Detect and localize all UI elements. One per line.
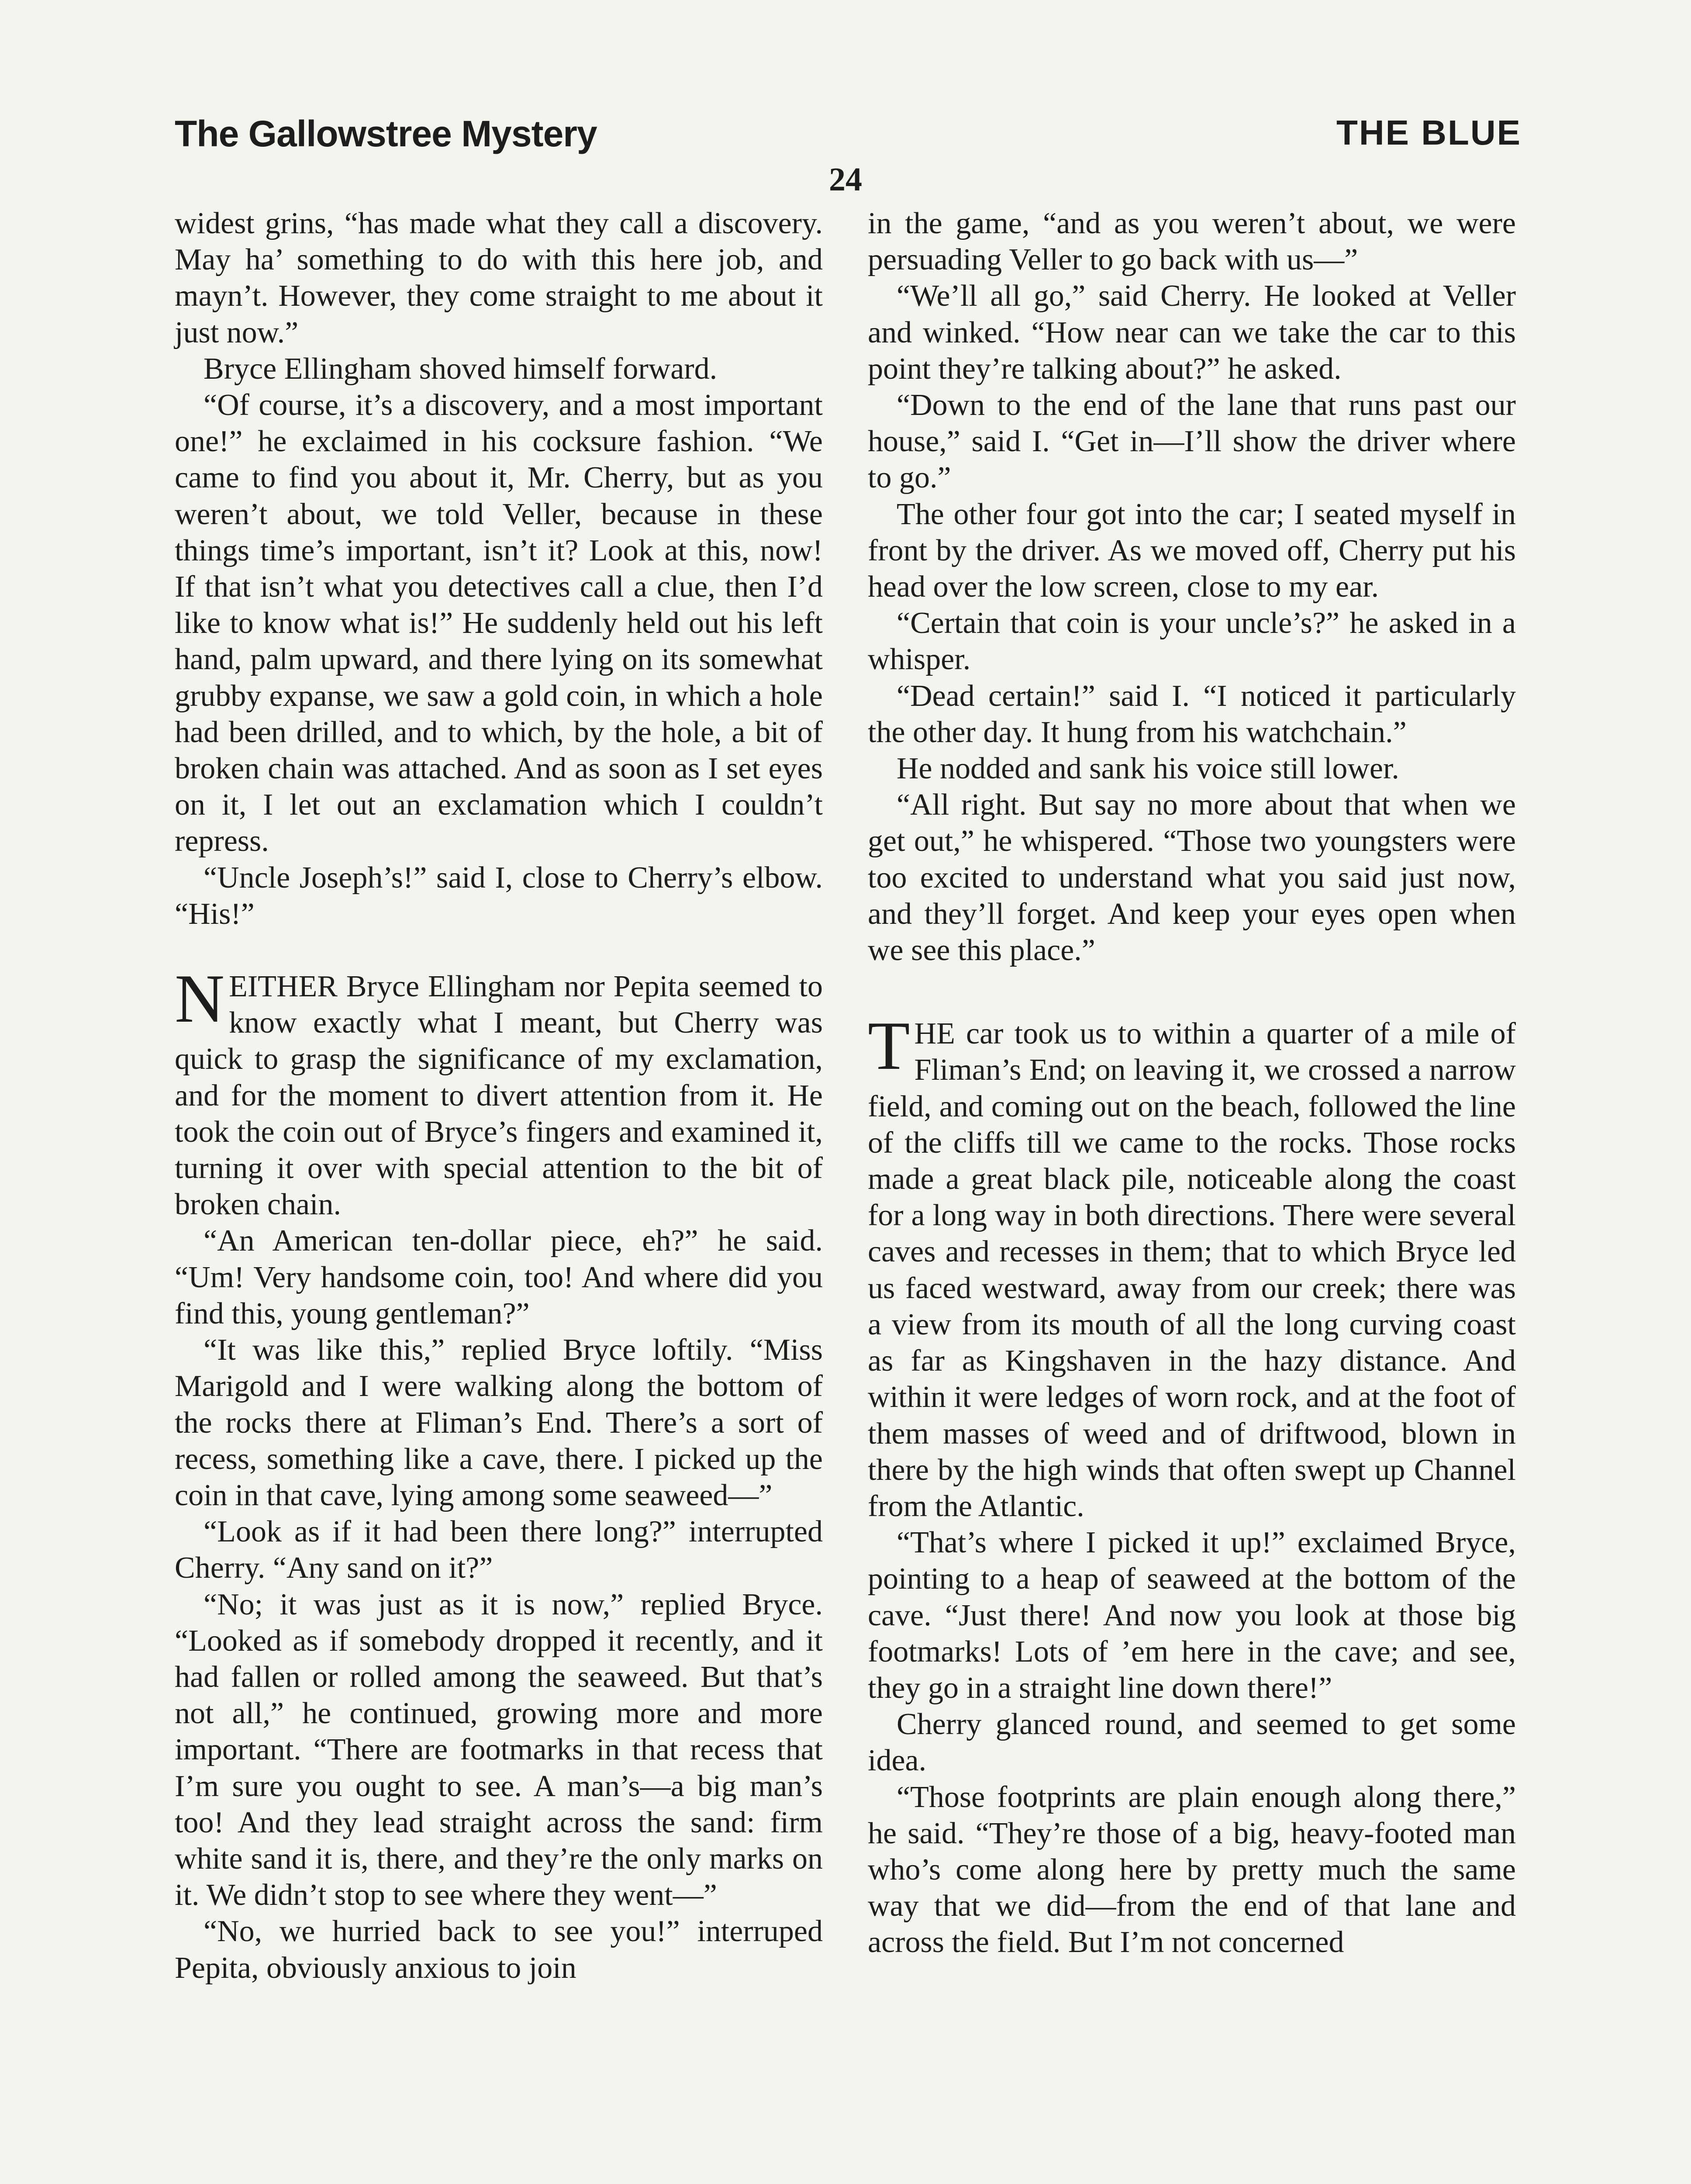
paragraph: in the game, “and as you weren’t about, we were persuading Veller to go back with us—” [868,207,1516,277]
paragraph: “All right. But say no more about that when we get out,” he whispered. “Those two youngsters were too excited to understand what you said just now, and they’ll forget. And keep your eyes open when we see this place.” [868,788,1516,968]
paragraph: Cherry glanced round, and seemed to get some idea. [868,1707,1516,1778]
paragraph: “Down to the end of the lane that runs past our house,” said I. “Get in—I’ll show the driver where to go.” [868,388,1516,495]
section-opening-text: HE car took us to within a quarter of a mile of Fliman’s End; on leaving it, we crossed a narrow field, and coming out on the beach, followed the line of the cliffs till we came to the rocks. Those rocks made a great black pile, noticeable along the coast for a long way in both directions. There were several caves and recesses in them; that to which Bryce led us faced westward, away from our creek; there was a view from its mouth of all the long curving coast as far as Kingshaven in the hazy distance. And within it were ledges of worn rock, and at the foot of them masses of weed and of driftwood, blown in there by the high winds that often swept up Channel from the Atlantic. [868,1017,1516,1523]
paragraph: widest grins, “has made what they call a discovery. May ha’ something to do with this here job, and mayn’t. However, they come straight to me about it just now.” [175,207,823,349]
paragraph: “Uncle Joseph’s!” said I, close to Cherry’s elbow. “His!” [175,860,823,931]
paragraph: “We’ll all go,” said Cherry. He looked at Veller and winked. “How near can we take the car to this point they’re talking about?” he asked. [868,279,1516,386]
paragraph: He nodded and sank his voice still lower. [897,752,1399,786]
drop-cap: T [868,1008,910,1085]
paragraph: “It was like this,” replied Bryce loftily. “Miss Marigold and I were walking along the bottom of the rocks there at Fliman’s End. There’s a sort of recess, something like a cave, there. I picked up the coin in that cave, lying among some seaweed—” [175,1333,823,1512]
paragraph: “Those footprints are plain enough along there,” he said. “They’re those of a big, heavy-footed man who’s come along here by pretty much the same way that we did—from the end of that lane and across the field. But I’m not concerned [868,1780,1516,1959]
paragraph: “No, we hurried back to see you!” interruped Pepita, obviously anxious to join [175,1914,823,1985]
paragraph: Bryce Ellingham shoved himself forward. [204,352,718,386]
paragraph: “An American ten-dollar piece, eh?” he said. “Um! Very handsome coin, too! And where did you find this, young gentleman?” [175,1224,823,1330]
left-column [175,205,823,1986]
drop-cap: N [175,961,225,1037]
paragraph: “Look as if it had been there long?” interrupted Cherry. “Any sand on it?” [175,1515,823,1585]
paragraph: “That’s where I picked it up!” exclaimed Bryce, pointing to a heap of seaweed at the bottom of the cave. “Just there! And now you look at those big footmarks! Lots of ’em here in the cave; and see, they go in a straight line down there!” [868,1526,1516,1705]
paragraph: The other four got into the car; I seated myself in front by the driver. As we moved off, Cherry put his head over the low screen, close to my ear. [868,497,1516,604]
paragraph: “Certain that coin is your uncle’s?” he asked in a whisper. [868,606,1516,677]
paragraph: “Dead certain!” said I. “I noticed it particularly the other day. It hung from his watchchain.” [868,679,1516,749]
section-opening-text: EITHER Bryce Ellingham nor Pepita seemed to know exactly what I meant, but Cherry was quick to grasp the significance of my exclamation, and for the moment to divert attention from it. He took the coin out of Bryce’s fingers and examined it, turning it over with special attention to the bit of broken chain. [175,970,823,1222]
page-number: 24 [829,161,862,198]
paragraph: “No; it was just as it is now,” replied Bryce. “Looked as if somebody dropped it recently, and it had fallen or rolled among the seaweed. But that’s not all,” he continued, growing more and more important. “There are footmarks in that recess that I’m sure you ought to see. A man’s—a big man’s too! And they lead straight across the sand: firm white sand it is, there, and they’re the only marks on it. We didn’t stop to see where they went—” [175,1587,823,1912]
story-title: The Gallowstree Mystery [175,113,597,154]
right-column [868,205,1516,1961]
paragraph: “Of course, it’s a discovery, and a most important one!” he exclaimed in his cocksure fashion. “We came to find you about it, Mr. Cherry, but as you weren’t about, we told Veller, because in these things time’s important, isn’t it? Look at this, now! If that isn’t what you detectives call a clue, then I’d like to know what is!” He suddenly held out his left hand, palm upward, and there lying on its somewhat grubby expanse, we saw a gold coin, in which a hole had been drilled, and to which, by the hole, a bit of broken chain was attached. And as soon as I set eyes on it, I let out an exclamation which I couldn’t repress. [175,388,823,858]
section-opening-paragraph [868,1008,1516,1524]
section-opening-paragraph [175,961,823,1223]
magazine-title: THE BLUE [1336,113,1522,152]
